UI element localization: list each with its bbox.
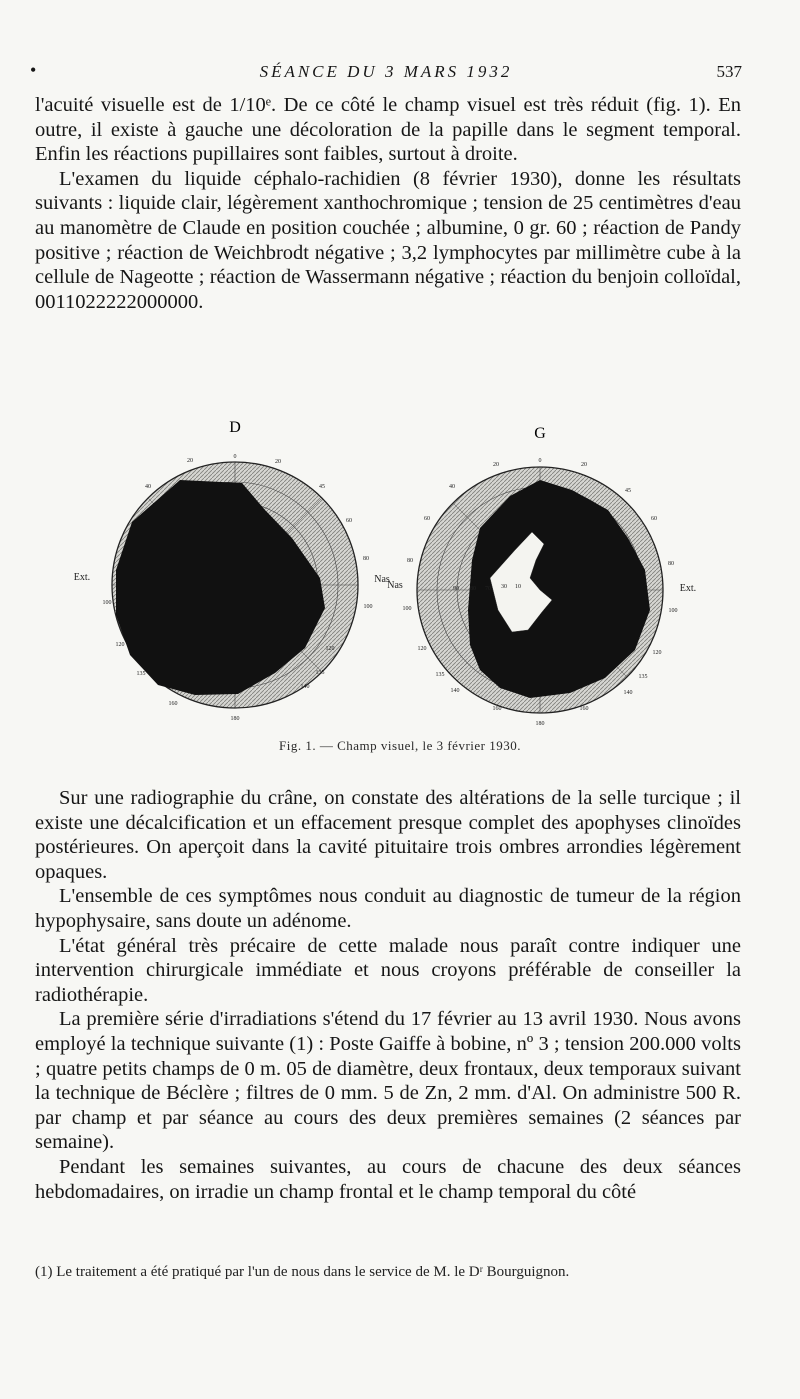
left-tick-label: 45 bbox=[319, 484, 325, 490]
right-tick-label: 120 bbox=[417, 646, 427, 652]
left-tick-label: 0 bbox=[233, 454, 237, 460]
footnote bbox=[35, 1264, 741, 1281]
paragraph: L'ensemble de ces symptômes nous conduit au diagnostic de tumeur de la région hypophysaire, sans doute un adénome. bbox=[35, 885, 741, 932]
right-tick-label: 100 bbox=[402, 606, 412, 612]
right-tick-label: 80 bbox=[407, 558, 413, 564]
left-tick-label: 120 bbox=[115, 642, 125, 648]
left-tick-label: 40 bbox=[145, 484, 151, 490]
left-tick-label: 140 bbox=[300, 684, 310, 690]
right-tick-label: 80 bbox=[470, 586, 476, 592]
left-tick-label: 20 bbox=[187, 458, 193, 464]
visual-field-charts bbox=[60, 410, 740, 732]
right-tick-label: 20 bbox=[581, 462, 587, 468]
right-tick-label: 40 bbox=[449, 484, 455, 490]
right-tick-label: 80 bbox=[668, 561, 674, 567]
paragraph: La première série d'irradiations s'étend du 17 février au 13 avril 1930. Nous avons employé la technique suivante (1) : Poste Gaiffe à bobine, nº 3 ; tension 200.000 volts ; quatre petits champs de 0 m. 05 de diamètre, deux frontaux, deux temporaux suivant la technique de Béclère ; filtres de 0 mm. 5 de Zn, 2 mm. d'Al. On administre 500 R. par champ et par séance au cours des deux premières semaines (2 séances par semaine). bbox=[35, 1008, 741, 1154]
right-tick-label: 0 bbox=[538, 458, 542, 464]
right-chart-nas-label: Nas bbox=[387, 580, 403, 591]
paragraph: L'état général très précaire de cette malade nous paraît contre indiquer une intervention chirurgicale immédiate et nous croyons préférable de conseiller la radiothérapie. bbox=[35, 934, 741, 1006]
right-tick-label: 90 bbox=[453, 586, 459, 592]
right-tick-label: 10 bbox=[515, 584, 521, 590]
right-tick-label: 135 bbox=[435, 672, 445, 678]
left-tick-label: 120 bbox=[325, 646, 335, 652]
left-visual-field-chart bbox=[74, 419, 390, 722]
page-number: 537 bbox=[716, 62, 742, 81]
right-chart-label: G bbox=[534, 425, 546, 442]
left-chart-label: D bbox=[229, 419, 241, 436]
right-tick-label: 70 bbox=[485, 586, 491, 592]
paragraph: l'acuité visuelle est de 1/10ᵉ. De ce côté le champ visuel est très réduit (fig. 1). En outre, il existe à gauche une décoloration de la papille dans le segment temporal. Enfin les réactions pupillaires sont faibles, surtout à droite. bbox=[35, 94, 741, 166]
left-tick-label: 100 bbox=[102, 600, 112, 606]
right-tick-label: 140 bbox=[623, 690, 633, 696]
paragraph: L'examen du liquide céphalo-rachidien (8 février 1930), donne les résultats suivants : liquide clair, légèrement xanthochromique ; tension de 25 centimètres d'eau au manomètre de Claude en position couchée ; albumine, 0 gr. 60 ; réaction de Pandy positive ; réaction de Weichbrodt négative ; 3,2 lymphocytes par millimètre cube à la cellule de Nageotte ; réaction de Wassermann négative ; réaction du benjoin colloïdal, 0011022222000000. bbox=[35, 167, 741, 313]
right-tick-label: 30 bbox=[501, 584, 507, 590]
left-tick-label: 60 bbox=[346, 518, 352, 524]
left-tick-label: 100 bbox=[363, 604, 373, 610]
right-tick-label: 135 bbox=[638, 674, 648, 680]
right-visual-field-chart bbox=[387, 425, 696, 727]
right-tick-label: 160 bbox=[579, 706, 589, 712]
running-title: SÉANCE DU 3 MARS 1932 bbox=[259, 62, 513, 81]
paragraph: Sur une radiographie du crâne, on constate des altérations de la selle turcique ; il existe une décalcification et un effacement presque complet des apophyses clinoïdes postérieures. On aperçoit dans la cavité pituitaire trois ombres arrondies légèrement opaques. bbox=[35, 787, 741, 883]
left-chart-ext-label: Ext. bbox=[73, 572, 91, 583]
right-tick-label: 60 bbox=[651, 516, 657, 522]
right-tick-label: 120 bbox=[652, 650, 662, 656]
left-chart-nas-label: Nas bbox=[374, 574, 390, 585]
header-mark: • bbox=[30, 60, 37, 80]
footnote-text: (1) Le traitement a été pratiqué par l'un de nous dans le service de M. le Dʳ Bourguignon. bbox=[35, 1264, 570, 1280]
right-tick-label: 45 bbox=[625, 488, 631, 494]
left-tick-label: 20 bbox=[275, 459, 281, 465]
right-tick-label: 20 bbox=[493, 462, 499, 468]
left-tick-label: 135 bbox=[315, 670, 325, 676]
body-text-top bbox=[35, 93, 741, 314]
paragraph: Pendant les semaines suivantes, au cours de chacune des deux séances hebdomadaires, on irradie un champ frontal et le champ temporal du côté bbox=[35, 1155, 741, 1203]
right-tick-label: 60 bbox=[424, 516, 430, 522]
body-text-bottom bbox=[35, 786, 741, 1204]
right-tick-label: 180 bbox=[535, 721, 545, 727]
left-tick-label: 80 bbox=[363, 556, 369, 562]
page-header bbox=[30, 62, 742, 86]
right-tick-label: 140 bbox=[450, 688, 460, 694]
visual-field-figure bbox=[60, 410, 740, 770]
right-tick-label: 100 bbox=[668, 608, 678, 614]
left-tick-label: 135 bbox=[136, 671, 146, 677]
right-tick-label: 160 bbox=[492, 706, 502, 712]
left-tick-label: 160 bbox=[168, 701, 178, 707]
figure-caption: Fig. 1. — Champ visuel, le 3 février 1930. bbox=[279, 738, 521, 753]
right-chart-ext-label: Ext. bbox=[679, 583, 697, 594]
left-tick-label: 180 bbox=[230, 716, 240, 722]
